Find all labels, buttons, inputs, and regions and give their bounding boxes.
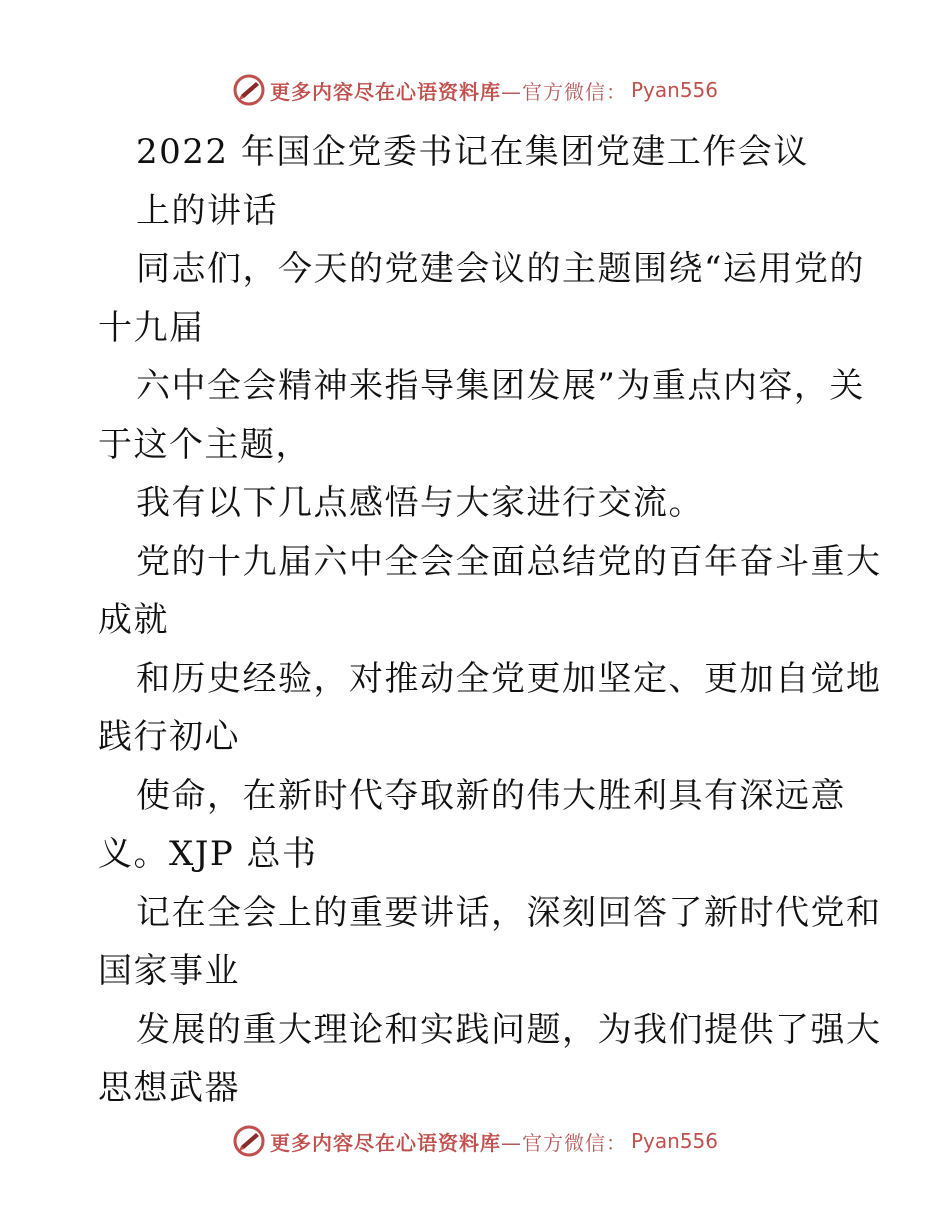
body-line: 使命，在新时代夺取新的伟大胜利具有深远意 <box>136 775 846 816</box>
body-line: 践行初心 <box>98 717 240 757</box>
body-line: 思想武器 <box>98 1068 240 1108</box>
header-text-id: Pyan556 <box>630 78 718 102</box>
body-line: 党的十九届六中全会全面总结党的百年奋斗重大 <box>136 541 882 582</box>
header-watermark <box>0 70 950 110</box>
body-line: 义。XJP 总书 <box>98 834 318 874</box>
document-body <box>98 123 882 1118</box>
header-text-separator: —官方微信： <box>500 79 627 104</box>
header-text-main: 更多内容尽在心语资料库 <box>269 79 501 104</box>
body-line: 2022 年国企党委书记在集团党建工作会议 <box>136 132 809 172</box>
body-line: 发展的重大理论和实践问题，为我们提供了强大 <box>136 1009 882 1050</box>
body-line: 国家事业 <box>98 951 240 991</box>
body-line: 六中全会精神来指导集团发展”为重点内容，关 <box>136 366 865 406</box>
body-line: 上的讲话 <box>136 190 278 231</box>
body-line: 同志们，今天的党建会议的主题围绕“运用党的 <box>136 249 865 289</box>
footer-text-separator: —官方微信： <box>500 1130 627 1155</box>
footer-watermark <box>0 1121 950 1161</box>
footer-text-main: 更多内容尽在心语资料库 <box>269 1130 501 1155</box>
body-line: 我有以下几点感悟与大家进行交流。 <box>136 483 704 523</box>
brand-logo-icon <box>232 1124 266 1158</box>
body-line: 十九届 <box>98 307 205 348</box>
brand-logo-icon <box>232 73 266 107</box>
footer-text-id: Pyan556 <box>630 1129 718 1153</box>
body-line: 和历史经验，对推动全党更加坚定、更加自觉地 <box>136 658 882 699</box>
body-line: 成就 <box>98 600 169 640</box>
body-line: 于这个主题， <box>98 424 311 465</box>
body-line: 记在全会上的重要讲话，深刻回答了新时代党和 <box>136 892 882 933</box>
